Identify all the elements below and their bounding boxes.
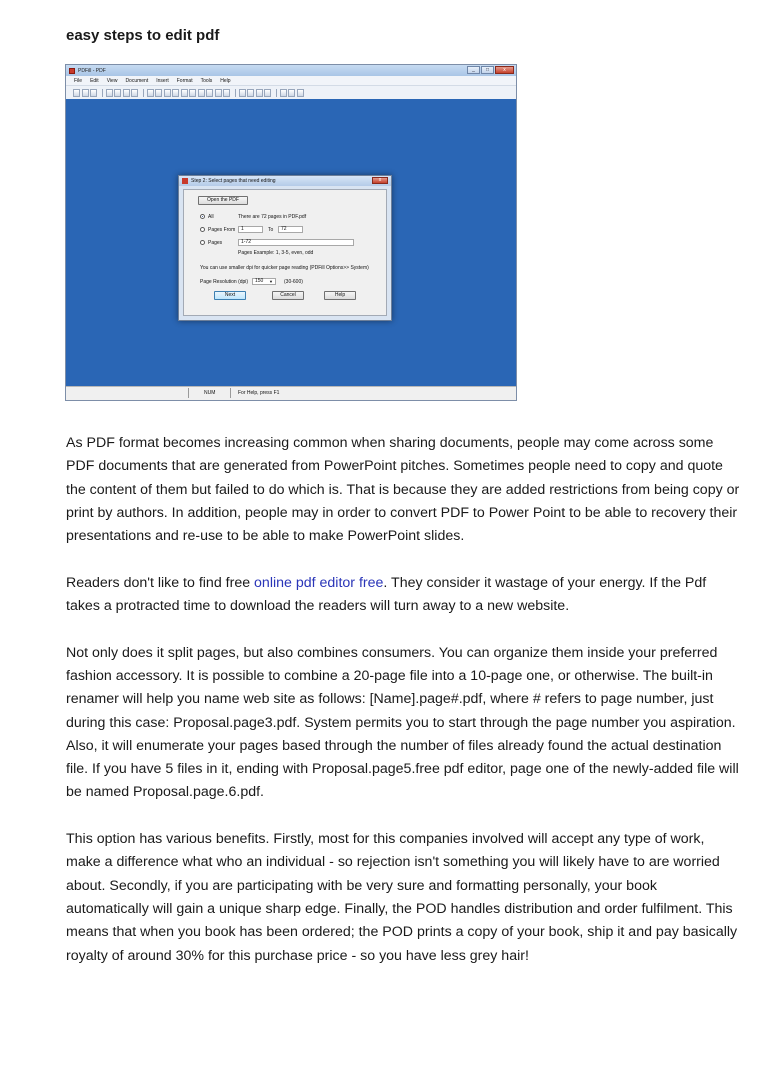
paragraph-1: As PDF format becomes increasing common when sharing documents, people may come across some PDF documents that are generated from PowerPoint pitches. Sometimes people need to copy and quote the content of them but failed to do which is. That is because they are added restrictions from being copy or print by authors. In addition, people may in order to convert PDF to Power Point to be able to recovery their presentations and re-use to be able to make PowerPoint slides. bbox=[66, 435, 740, 545]
dialog-app-icon bbox=[182, 178, 188, 184]
image-icon[interactable] bbox=[198, 89, 205, 97]
cancel-button[interactable]: Cancel bbox=[272, 291, 304, 300]
toolbar-separator bbox=[235, 89, 236, 97]
dialog-title: Step 2: Select pages that need editing bbox=[191, 178, 276, 184]
minimize-button[interactable]: _ bbox=[467, 66, 480, 74]
menu-file[interactable]: File bbox=[74, 77, 83, 84]
toolbar-separator bbox=[102, 89, 103, 97]
paragraph-2-end: . They consider it wastage of your energy. If the Pdf takes a protracted time to download the readers will turn away to a new website. bbox=[66, 574, 707, 615]
menu-document[interactable]: Document bbox=[125, 77, 149, 84]
status-help: For Help, press F1 bbox=[238, 390, 280, 396]
menu-help[interactable]: Help bbox=[220, 77, 231, 84]
text-icon[interactable] bbox=[189, 89, 196, 97]
window-controls bbox=[466, 66, 514, 74]
pdfill-screenshot bbox=[65, 64, 517, 401]
status-divider bbox=[188, 388, 189, 398]
menu-format[interactable]: Format bbox=[176, 77, 193, 84]
open-pdf-button[interactable]: Open the PDF bbox=[198, 196, 248, 205]
select-pages-dialog bbox=[178, 175, 392, 321]
pencil-icon[interactable] bbox=[206, 89, 213, 97]
menu-view[interactable]: View bbox=[106, 77, 118, 84]
radio-pages-label: Pages bbox=[208, 240, 223, 246]
paste-icon[interactable] bbox=[164, 89, 171, 97]
page-title: easy steps to edit pdf bbox=[66, 27, 220, 44]
fit-page-icon[interactable] bbox=[256, 89, 263, 97]
pdfill-app-icon bbox=[69, 68, 75, 74]
stamp-icon[interactable] bbox=[223, 89, 230, 97]
paragraph-2 bbox=[66, 572, 742, 619]
online-pdf-editor-link[interactable]: online pdf editor free bbox=[254, 574, 384, 591]
pages-range-input[interactable]: 1-72 bbox=[238, 239, 354, 246]
toolbar-separator bbox=[276, 89, 277, 97]
page-resolution-label: Page Resolution (dpi) bbox=[200, 279, 249, 285]
save-icon[interactable] bbox=[90, 89, 97, 97]
menu-insert[interactable]: Insert bbox=[156, 77, 169, 84]
status-divider bbox=[230, 388, 231, 398]
window-titlebar bbox=[66, 65, 516, 76]
to-label: To bbox=[268, 227, 274, 233]
page-icon[interactable] bbox=[114, 89, 121, 97]
paragraph-3: Not only does it split pages, but also combines consumers. You can organize them inside your preferred fashion accessory. It is possible to combine a 20-page file into a 10-page one, or otherwise. The built-in renamer will help you name web site as follows: [Name].page#.pdf, where # refers to page number, just during this case: Proposal.page3.pdf. System permits you to start through the page number you aspiration. Also, it will enumerate your pages based through the number of files already found the actual destination file. If you have 5 files in it, ending with Proposal.page5.free pdf editor, page one of the newly-added file will be named Proposal.page.6.pdf. bbox=[66, 644, 739, 801]
help-icon[interactable] bbox=[297, 89, 304, 97]
maximize-button[interactable]: □ bbox=[481, 66, 494, 74]
resolution-value: 150 bbox=[255, 278, 264, 284]
radio-all[interactable] bbox=[200, 214, 205, 219]
paragraph-2-start: Readers don't like to find free bbox=[66, 574, 255, 591]
article-body bbox=[66, 432, 742, 991]
status-num: NUM bbox=[204, 390, 216, 396]
link-icon[interactable] bbox=[215, 89, 222, 97]
chevron-down-icon: ▼ bbox=[269, 279, 273, 284]
redo-icon[interactable] bbox=[181, 89, 188, 97]
radio-pages-from-label: Pages From bbox=[208, 227, 236, 233]
zoom-out-icon[interactable] bbox=[247, 89, 254, 97]
window-title: PDFill - PDF bbox=[78, 67, 106, 74]
new-file-icon[interactable] bbox=[73, 89, 80, 97]
undo-icon[interactable] bbox=[172, 89, 179, 97]
toolbar-separator bbox=[143, 89, 144, 97]
close-button[interactable]: x bbox=[495, 66, 514, 74]
copy-icon[interactable] bbox=[155, 89, 162, 97]
radio-all-label: All bbox=[208, 214, 214, 220]
pages-icon[interactable] bbox=[131, 89, 138, 97]
menu-edit[interactable]: Edit bbox=[90, 77, 99, 84]
dpi-hint: You can use smaller dpi for quicker page reading (PDFill Options>> System) bbox=[200, 265, 369, 271]
help-button[interactable]: Help bbox=[324, 291, 356, 300]
tools-icon[interactable] bbox=[288, 89, 295, 97]
cut-icon[interactable] bbox=[147, 89, 154, 97]
dialog-body bbox=[183, 189, 387, 316]
page-count-info: There are 72 pages in PDF.pdf bbox=[238, 214, 307, 220]
paragraph-4: This option has various benefits. Firstly, most for this companies involved will accept any type of work, make a difference what who an individual - so rejection isn't something you will likely have to are worried about. Secondly, if you are participating with be very sure and formatting personally, your book automatically will gain a unique sharp edge. Finally, the POD handles distribution and order fulfilment. This means that when you book has been ordered; the POD prints a copy of your book, ship it and pay basically royalty of around 30% for this purchase price - so you have less grey hair! bbox=[66, 831, 738, 964]
dialog-close-button[interactable]: x bbox=[372, 177, 388, 184]
resolution-range: (30-600) bbox=[284, 279, 303, 285]
pages-from-input[interactable]: 1 bbox=[238, 226, 263, 233]
print-icon[interactable] bbox=[106, 89, 113, 97]
radio-pages[interactable] bbox=[200, 240, 205, 245]
next-button[interactable]: Next bbox=[214, 291, 246, 300]
pages-to-input[interactable]: 72 bbox=[278, 226, 303, 233]
menu-tools[interactable]: Tools bbox=[200, 77, 213, 84]
toolbar bbox=[66, 86, 516, 100]
pages-example: Pages Example: 1, 3-5, even, odd bbox=[238, 250, 314, 256]
settings-icon[interactable] bbox=[280, 89, 287, 97]
status-bar bbox=[66, 386, 516, 400]
zoom-in-icon[interactable] bbox=[239, 89, 246, 97]
rotate-icon[interactable] bbox=[264, 89, 271, 97]
dialog-titlebar bbox=[179, 176, 391, 186]
radio-pages-from[interactable] bbox=[200, 227, 205, 232]
page-setup-icon[interactable] bbox=[123, 89, 130, 97]
menu-bar bbox=[66, 76, 516, 86]
open-folder-icon[interactable] bbox=[82, 89, 89, 97]
resolution-select[interactable] bbox=[252, 278, 276, 285]
